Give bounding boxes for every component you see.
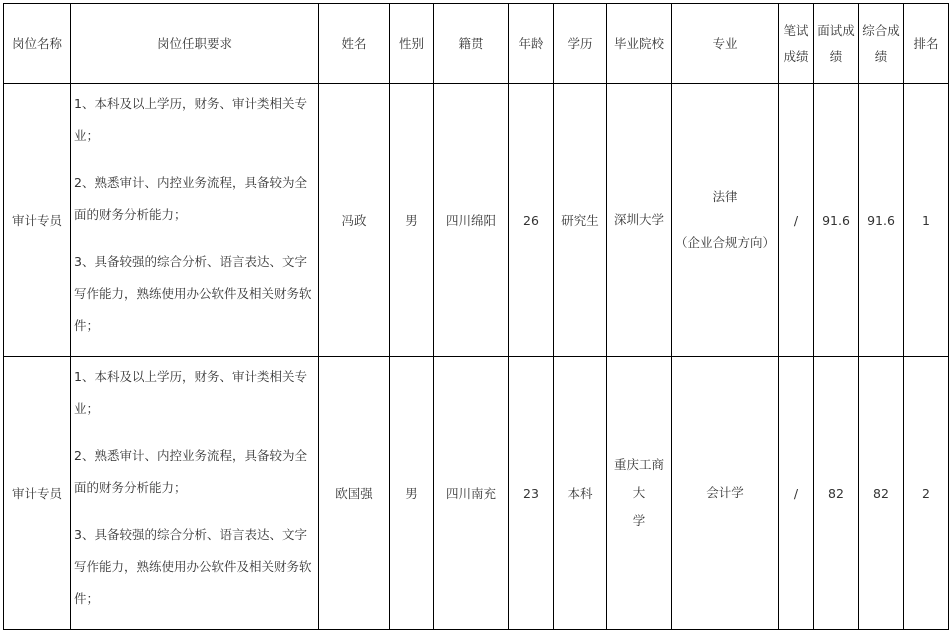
header-interview-line2: 绩 [829,48,843,64]
table-row [4,357,949,630]
cell-hometown: 四川绵阳 [434,84,509,357]
header-gender: 性别 [390,4,434,84]
header-row [4,4,949,84]
header-school: 毕业院校 [607,4,672,84]
cell-name: 欧国强 [319,357,390,630]
cell-interview-score: 91.6 [814,84,859,357]
school-line2: 学 [632,513,646,528]
header-total-line1: 综合成 [862,22,900,38]
header-total-score [859,4,904,84]
cell-school [607,84,672,357]
header-hometown: 籍贯 [434,4,509,84]
header-written-line1: 笔试 [783,22,809,38]
cell-written-score: / [779,357,814,630]
header-written-score [779,4,814,84]
cell-rank: 1 [904,84,949,357]
cell-education: 本科 [554,357,607,630]
requirement-item: 1、本科及以上学历，财务、审计类相关专业； [74,369,307,416]
cell-school [607,357,672,630]
header-major: 专业 [672,4,779,84]
requirement-item: 1、本科及以上学历，财务、审计类相关专业； [74,96,307,143]
cell-education: 研究生 [554,84,607,357]
cell-requirements [71,84,319,357]
cell-hometown: 四川南充 [434,357,509,630]
cell-age: 23 [509,357,554,630]
results-table-container [3,3,949,630]
cell-major [672,84,779,357]
header-interview-score [814,4,859,84]
requirement-item: 2、熟悉审计、内控业务流程，具备较为全面的财务分析能力； [74,175,307,222]
major-name: 法律 [712,189,738,204]
header-name: 姓名 [319,4,390,84]
cell-position: 审计专员 [4,84,71,357]
header-education: 学历 [554,4,607,84]
requirement-item: 3、具备较强的综合分析、语言表达、文字写作能力，熟练使用办公软件及相关财务软件； [74,527,312,606]
cell-total-score: 82 [859,357,904,630]
cell-written-score: / [779,84,814,357]
header-requirements: 岗位任职要求 [71,4,319,84]
header-rank: 排名 [904,4,949,84]
school-line1: 重庆工商大 [613,457,664,500]
cell-major [672,357,779,630]
school-line1: 深圳大学 [613,212,664,227]
cell-position: 审计专员 [4,357,71,630]
requirement-item: 3、具备较强的综合分析、语言表达、文字写作能力，熟练使用办公软件及相关财务软件； [74,254,312,333]
cell-interview-score: 82 [814,357,859,630]
cell-gender: 男 [390,357,434,630]
requirement-item: 2、熟悉审计、内控业务流程，具备较为全面的财务分析能力； [74,448,307,495]
major-direction: （企业合规方向） [674,235,775,250]
cell-requirements [71,357,319,630]
major-name: 会计学 [706,485,744,500]
header-age: 年龄 [509,4,554,84]
header-position: 岗位名称 [4,4,71,84]
cell-name: 冯政 [319,84,390,357]
header-written-line2: 成绩 [783,48,809,64]
header-total-line2: 绩 [874,48,888,64]
table-row [4,84,949,357]
recruitment-results-table [3,3,949,630]
cell-rank: 2 [904,357,949,630]
header-interview-line1: 面试成 [817,22,855,38]
cell-age: 26 [509,84,554,357]
cell-gender: 男 [390,84,434,357]
cell-total-score: 91.6 [859,84,904,357]
